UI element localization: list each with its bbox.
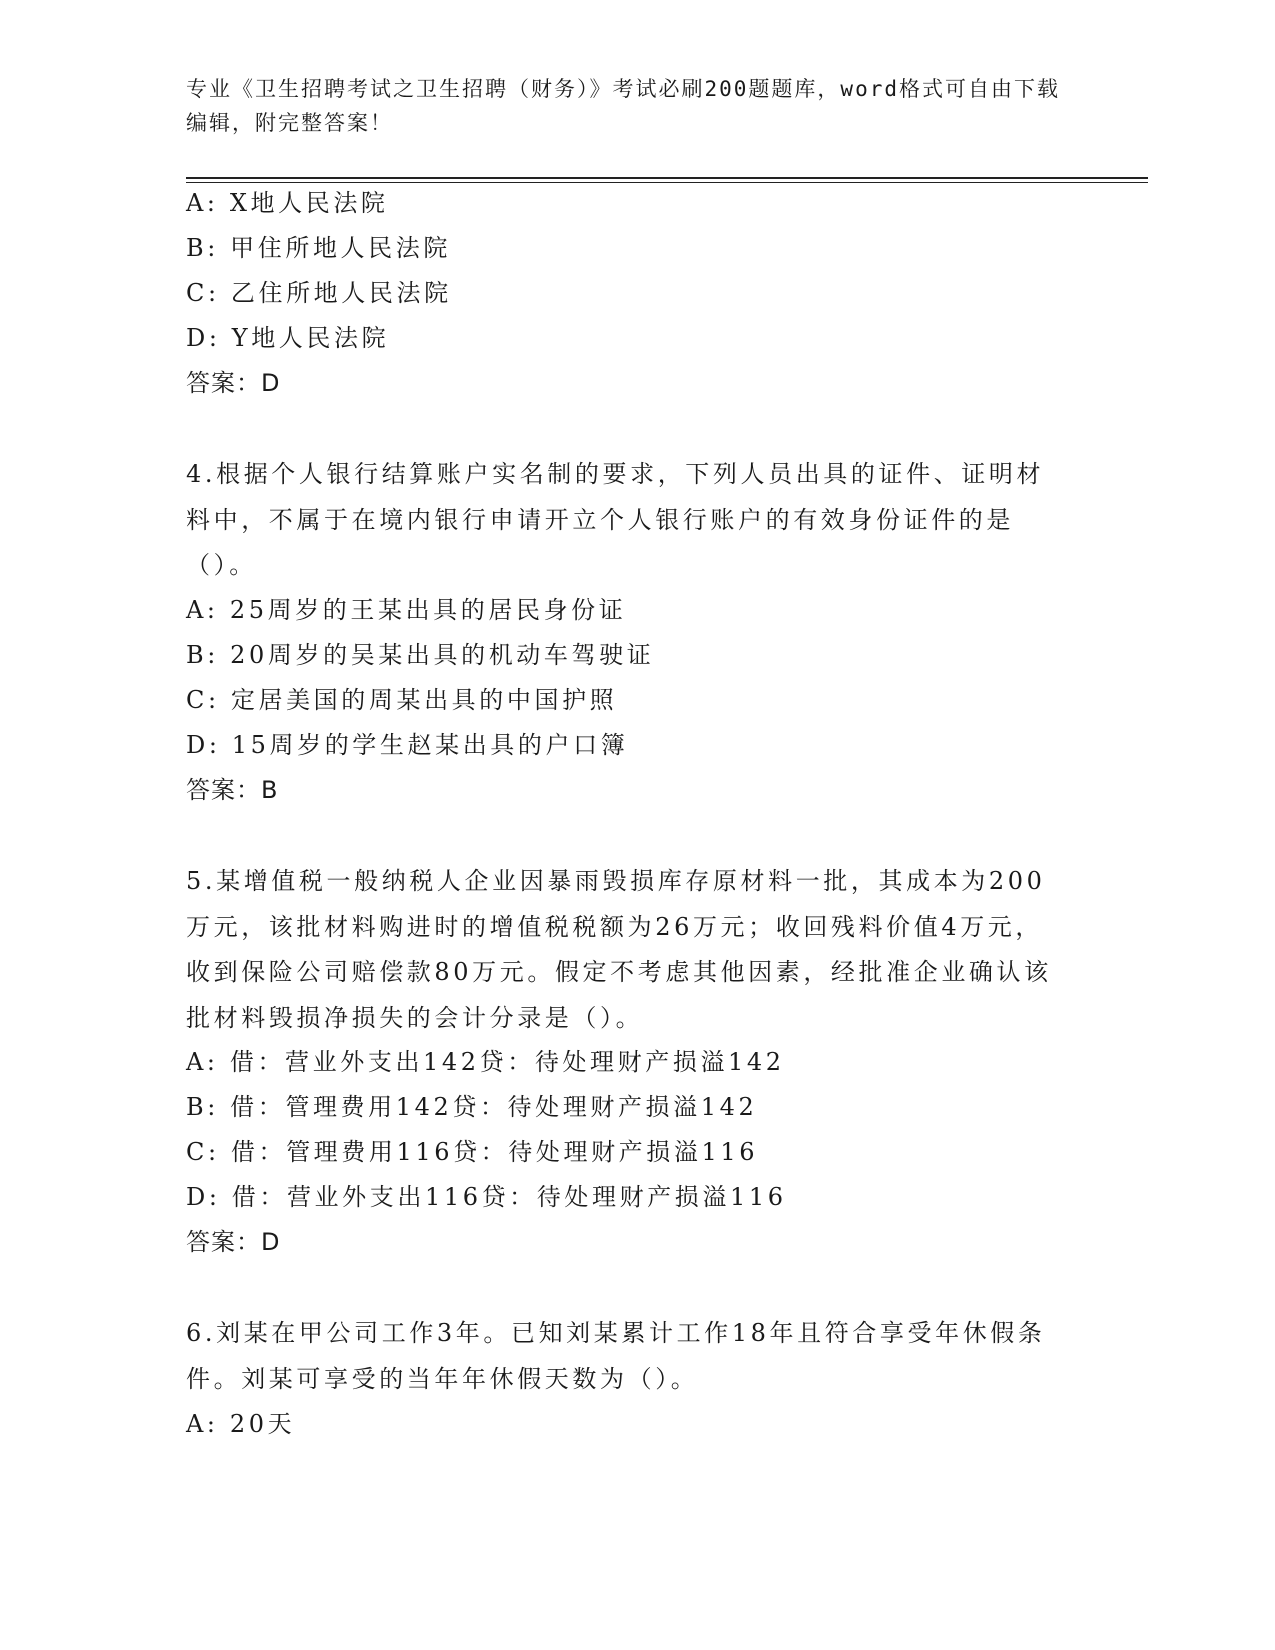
q6-question: 6.刘某在甲公司工作3年。已知刘某累计工作18年且符合享受年休假条件。刘某可享受的当年年休假天数为（）。 bbox=[186, 1319, 1046, 1393]
q4-option-a: A: 25周岁的王某出具的居民身份证 bbox=[186, 596, 627, 624]
q4-option-c: C: 定居美国的周某出具的中国护照 bbox=[186, 686, 618, 714]
q3-option-a: A: X地人民法院 bbox=[186, 189, 389, 217]
q4-answer: 答案：B bbox=[186, 776, 279, 804]
q5-option-b: B: 借：管理费用142贷：待处理财产损溢142 bbox=[186, 1093, 758, 1121]
q5-option-d: D: 借：营业外支出116贷：待处理财产损溢116 bbox=[186, 1183, 787, 1211]
q5-answer: 答案：D bbox=[186, 1228, 281, 1256]
q4-question: 4.根据个人银行结算账户实名制的要求，下列人员出具的证件、证明材料中，不属于在境内银行申请开立个人银行账户的有效身份证件的是（）。 bbox=[186, 460, 1045, 579]
header-rule-thick bbox=[186, 177, 1148, 179]
q5-option-a: A: 借：营业外支出142贷：待处理财产损溢142 bbox=[186, 1048, 785, 1076]
document-header: 专业《卫生招聘考试之卫生招聘（财务）》考试必刷200题题库，word格式可自由下载编辑，附完整答案！ bbox=[186, 77, 1060, 135]
q3-option-d: D: Y地人民法院 bbox=[186, 324, 390, 352]
q5-question: 5.某增值税一般纳税人企业因暴雨毁损库存原材料一批，其成本为200万元，该批材料购进时的增值税税额为26万元；收回残料价值4万元，收到保险公司赔偿款80万元。假定不考虑其他因素，经批准企业确认该批材料毁损净损失的会计分录是（）。 bbox=[186, 867, 1052, 1032]
q5-option-c: C: 借：管理费用116贷：待处理财产损溢116 bbox=[186, 1138, 759, 1166]
q3-option-b: B: 甲住所地人民法院 bbox=[186, 234, 451, 262]
q3-answer: 答案：D bbox=[186, 369, 281, 397]
q6-option-a: A: 20天 bbox=[186, 1410, 296, 1438]
q4-option-d: D: 15周岁的学生赵某出具的户口簿 bbox=[186, 731, 629, 759]
q4-option-b: B: 20周岁的吴某出具的机动车驾驶证 bbox=[186, 641, 655, 669]
q3-option-c: C: 乙住所地人民法院 bbox=[186, 279, 452, 307]
